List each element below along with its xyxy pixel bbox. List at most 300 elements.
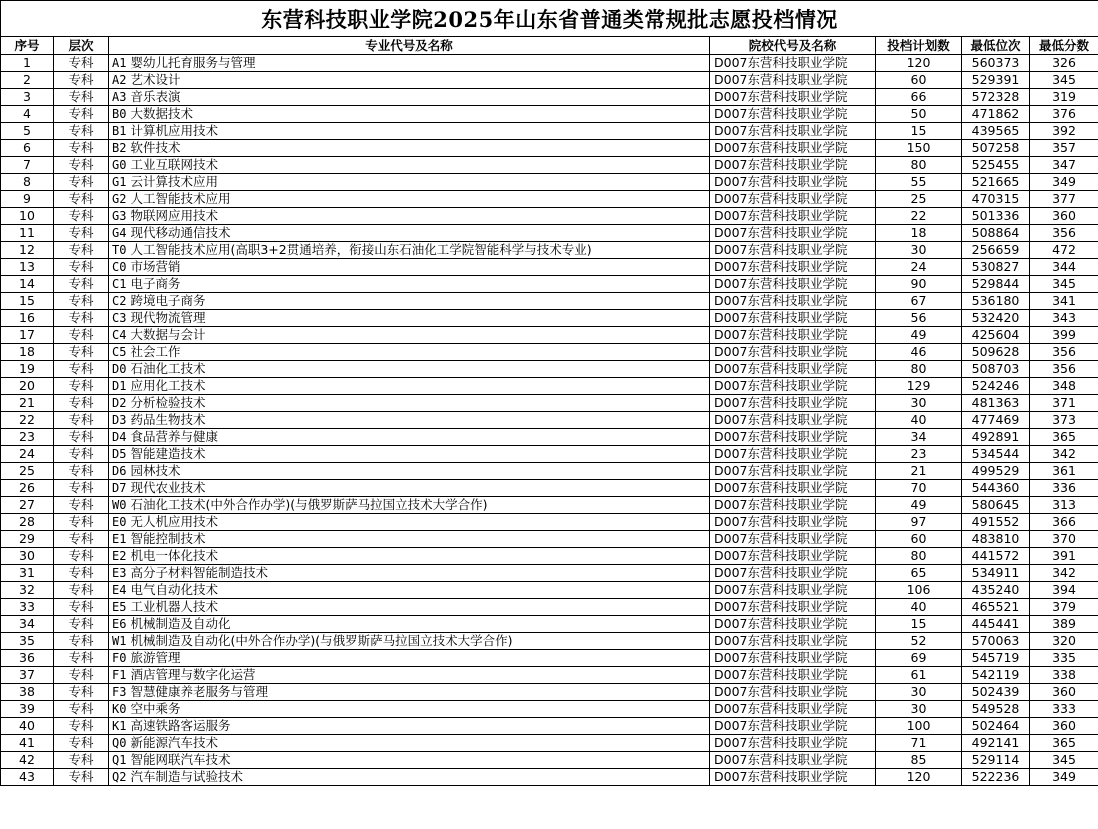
table-row xyxy=(1,684,1098,701)
row-score: 313 xyxy=(1030,497,1098,514)
row-major xyxy=(109,174,710,191)
row-level: 专科 xyxy=(54,412,109,429)
row-school: D007东营科技职业学院 xyxy=(710,616,876,633)
row-score: 344 xyxy=(1030,259,1098,276)
row-school: D007东营科技职业学院 xyxy=(710,497,876,514)
row-level: 专科 xyxy=(54,582,109,599)
row-number: 31 xyxy=(1,565,54,582)
row-school: D007东营科技职业学院 xyxy=(710,55,876,72)
row-school: D007东营科技职业学院 xyxy=(710,548,876,565)
row-level: 专科 xyxy=(54,123,109,140)
row-plan: 70 xyxy=(876,480,962,497)
row-major xyxy=(109,633,710,650)
major-code: D2 xyxy=(112,396,127,410)
row-number: 19 xyxy=(1,361,54,378)
row-school: D007东营科技职业学院 xyxy=(710,293,876,310)
row-number: 30 xyxy=(1,548,54,565)
major-code: E3 xyxy=(112,566,127,580)
row-score: 371 xyxy=(1030,395,1098,412)
table-row xyxy=(1,446,1098,463)
row-score: 348 xyxy=(1030,378,1098,395)
major-code: E5 xyxy=(112,600,127,614)
header-plan: 投档计划数 xyxy=(876,37,962,55)
major-name: 分析检验技术 xyxy=(130,395,206,410)
major-name: 空中乘务 xyxy=(130,701,181,716)
row-rank: 439565 xyxy=(962,123,1030,140)
major-name: 石油化工技术(中外合作办学)(与俄罗斯萨马拉国立技术大学合作) xyxy=(130,497,488,512)
table-row xyxy=(1,327,1098,344)
row-level: 专科 xyxy=(54,208,109,225)
row-plan: 71 xyxy=(876,735,962,752)
row-school: D007东营科技职业学院 xyxy=(710,344,876,361)
major-code: B2 xyxy=(112,141,127,155)
table-row xyxy=(1,463,1098,480)
table-row xyxy=(1,89,1098,106)
row-plan: 80 xyxy=(876,548,962,565)
row-number: 16 xyxy=(1,310,54,327)
table-row xyxy=(1,242,1098,259)
row-number: 10 xyxy=(1,208,54,225)
row-level: 专科 xyxy=(54,446,109,463)
major-name: 工业机器人技术 xyxy=(130,599,218,614)
row-plan: 34 xyxy=(876,429,962,446)
header-rank: 最低位次 xyxy=(962,37,1030,55)
major-name: 人工智能技术应用 xyxy=(130,191,231,206)
row-number: 3 xyxy=(1,89,54,106)
row-rank: 465521 xyxy=(962,599,1030,616)
row-plan: 50 xyxy=(876,106,962,123)
major-name: 智慧健康养老服务与管理 xyxy=(130,684,268,699)
table-row xyxy=(1,55,1098,72)
row-number: 38 xyxy=(1,684,54,701)
row-plan: 18 xyxy=(876,225,962,242)
row-number: 20 xyxy=(1,378,54,395)
row-rank: 572328 xyxy=(962,89,1030,106)
table-row xyxy=(1,395,1098,412)
major-code: E1 xyxy=(112,532,127,546)
table-row xyxy=(1,718,1098,735)
row-level: 专科 xyxy=(54,752,109,769)
major-name: 旅游管理 xyxy=(130,650,181,665)
row-school: D007东营科技职业学院 xyxy=(710,242,876,259)
row-plan: 21 xyxy=(876,463,962,480)
row-school: D007东营科技职业学院 xyxy=(710,769,876,786)
major-name: 跨境电子商务 xyxy=(130,293,206,308)
major-code: C2 xyxy=(112,294,127,308)
row-score: 365 xyxy=(1030,429,1098,446)
table-row xyxy=(1,293,1098,310)
major-name: 应用化工技术 xyxy=(130,378,206,393)
row-level: 专科 xyxy=(54,72,109,89)
row-major xyxy=(109,769,710,786)
row-number: 15 xyxy=(1,293,54,310)
row-plan: 100 xyxy=(876,718,962,735)
row-major xyxy=(109,752,710,769)
row-number: 39 xyxy=(1,701,54,718)
table-row xyxy=(1,140,1098,157)
row-school: D007东营科技职业学院 xyxy=(710,327,876,344)
row-number: 40 xyxy=(1,718,54,735)
row-rank: 530827 xyxy=(962,259,1030,276)
row-school: D007东营科技职业学院 xyxy=(710,89,876,106)
table-row xyxy=(1,650,1098,667)
row-school: D007东营科技职业学院 xyxy=(710,157,876,174)
major-name: 社会工作 xyxy=(130,344,181,359)
row-school: D007东营科技职业学院 xyxy=(710,310,876,327)
row-school: D007东营科技职业学院 xyxy=(710,225,876,242)
major-code: D6 xyxy=(112,464,127,478)
major-name: 新能源汽车技术 xyxy=(130,735,218,750)
row-rank: 441572 xyxy=(962,548,1030,565)
row-school: D007东营科技职业学院 xyxy=(710,565,876,582)
row-number: 11 xyxy=(1,225,54,242)
row-rank: 532420 xyxy=(962,310,1030,327)
row-rank: 509628 xyxy=(962,344,1030,361)
major-code: B0 xyxy=(112,107,127,121)
row-plan: 40 xyxy=(876,412,962,429)
row-level: 专科 xyxy=(54,718,109,735)
row-plan: 25 xyxy=(876,191,962,208)
row-rank: 483810 xyxy=(962,531,1030,548)
row-rank: 477469 xyxy=(962,412,1030,429)
row-school: D007东营科技职业学院 xyxy=(710,72,876,89)
table-row xyxy=(1,191,1098,208)
row-plan: 52 xyxy=(876,633,962,650)
row-major xyxy=(109,531,710,548)
row-plan: 97 xyxy=(876,514,962,531)
row-school: D007东营科技职业学院 xyxy=(710,582,876,599)
row-school: D007东营科技职业学院 xyxy=(710,463,876,480)
row-plan: 90 xyxy=(876,276,962,293)
row-plan: 24 xyxy=(876,259,962,276)
row-plan: 40 xyxy=(876,599,962,616)
row-school: D007东营科技职业学院 xyxy=(710,140,876,157)
major-name: 艺术设计 xyxy=(130,72,181,87)
row-plan: 106 xyxy=(876,582,962,599)
header-no: 序号 xyxy=(1,37,54,55)
row-plan: 65 xyxy=(876,565,962,582)
row-level: 专科 xyxy=(54,684,109,701)
row-level: 专科 xyxy=(54,140,109,157)
row-level: 专科 xyxy=(54,497,109,514)
row-number: 17 xyxy=(1,327,54,344)
major-name: 物联网应用技术 xyxy=(130,208,218,223)
row-plan: 56 xyxy=(876,310,962,327)
row-number: 28 xyxy=(1,514,54,531)
table-row xyxy=(1,735,1098,752)
row-major xyxy=(109,140,710,157)
row-rank: 508864 xyxy=(962,225,1030,242)
major-name: 大数据与会计 xyxy=(130,327,206,342)
row-level: 专科 xyxy=(54,650,109,667)
table-row xyxy=(1,531,1098,548)
row-score: 335 xyxy=(1030,650,1098,667)
table-row xyxy=(1,378,1098,395)
row-level: 专科 xyxy=(54,157,109,174)
row-rank: 525455 xyxy=(962,157,1030,174)
row-score: 394 xyxy=(1030,582,1098,599)
row-level: 专科 xyxy=(54,259,109,276)
major-code: D5 xyxy=(112,447,127,461)
row-school: D007东营科技职业学院 xyxy=(710,191,876,208)
table-row xyxy=(1,174,1098,191)
row-rank: 534911 xyxy=(962,565,1030,582)
row-major xyxy=(109,582,710,599)
major-code: E4 xyxy=(112,583,127,597)
table-row xyxy=(1,259,1098,276)
row-rank: 470315 xyxy=(962,191,1030,208)
row-major xyxy=(109,208,710,225)
row-score: 345 xyxy=(1030,72,1098,89)
admission-table xyxy=(0,36,1098,786)
row-score: 399 xyxy=(1030,327,1098,344)
row-major xyxy=(109,106,710,123)
row-major xyxy=(109,72,710,89)
major-name: 电子商务 xyxy=(130,276,181,291)
major-name: 高速铁路客运服务 xyxy=(130,718,231,733)
row-level: 专科 xyxy=(54,191,109,208)
row-major xyxy=(109,89,710,106)
major-code: D4 xyxy=(112,430,127,444)
sheet-title: 东营科技职业学院2025年山东省普通类常规批志愿投档情况 xyxy=(0,0,1098,37)
table-row xyxy=(1,769,1098,786)
row-number: 41 xyxy=(1,735,54,752)
row-score: 373 xyxy=(1030,412,1098,429)
row-score: 357 xyxy=(1030,140,1098,157)
table-row xyxy=(1,616,1098,633)
row-level: 专科 xyxy=(54,599,109,616)
row-school: D007东营科技职业学院 xyxy=(710,667,876,684)
row-number: 42 xyxy=(1,752,54,769)
row-score: 360 xyxy=(1030,208,1098,225)
row-score: 389 xyxy=(1030,616,1098,633)
row-major xyxy=(109,463,710,480)
row-major xyxy=(109,480,710,497)
header-level: 层次 xyxy=(54,37,109,55)
row-rank: 502439 xyxy=(962,684,1030,701)
row-number: 23 xyxy=(1,429,54,446)
row-plan: 66 xyxy=(876,89,962,106)
row-school: D007东营科技职业学院 xyxy=(710,718,876,735)
major-code: W0 xyxy=(112,498,127,512)
row-rank: 425604 xyxy=(962,327,1030,344)
row-school: D007东营科技职业学院 xyxy=(710,514,876,531)
major-name: 机电一体化技术 xyxy=(130,548,218,563)
row-rank: 502464 xyxy=(962,718,1030,735)
row-score: 336 xyxy=(1030,480,1098,497)
row-plan: 60 xyxy=(876,72,962,89)
table-row xyxy=(1,208,1098,225)
table-row xyxy=(1,599,1098,616)
row-plan: 30 xyxy=(876,701,962,718)
major-name: 现代移动通信技术 xyxy=(130,225,231,240)
row-major xyxy=(109,242,710,259)
row-rank: 524246 xyxy=(962,378,1030,395)
row-level: 专科 xyxy=(54,395,109,412)
row-level: 专科 xyxy=(54,548,109,565)
row-level: 专科 xyxy=(54,293,109,310)
row-school: D007东营科技职业学院 xyxy=(710,599,876,616)
row-number: 14 xyxy=(1,276,54,293)
major-code: A1 xyxy=(112,56,127,70)
row-school: D007东营科技职业学院 xyxy=(710,412,876,429)
row-plan: 49 xyxy=(876,497,962,514)
major-name: 汽车制造与试验技术 xyxy=(130,769,243,784)
table-row xyxy=(1,72,1098,89)
row-major xyxy=(109,293,710,310)
row-school: D007东营科技职业学院 xyxy=(710,174,876,191)
row-number: 24 xyxy=(1,446,54,463)
header-score: 最低分数 xyxy=(1030,37,1098,55)
major-code: G4 xyxy=(112,226,127,240)
row-score: 345 xyxy=(1030,276,1098,293)
row-score: 333 xyxy=(1030,701,1098,718)
major-name: 现代物流管理 xyxy=(130,310,206,325)
row-school: D007东营科技职业学院 xyxy=(710,701,876,718)
major-code: F3 xyxy=(112,685,127,699)
table-row xyxy=(1,514,1098,531)
row-score: 356 xyxy=(1030,344,1098,361)
major-code: D0 xyxy=(112,362,127,376)
row-rank: 521665 xyxy=(962,174,1030,191)
row-number: 12 xyxy=(1,242,54,259)
row-plan: 129 xyxy=(876,378,962,395)
row-level: 专科 xyxy=(54,701,109,718)
row-rank: 529844 xyxy=(962,276,1030,293)
row-number: 36 xyxy=(1,650,54,667)
table-row xyxy=(1,582,1098,599)
row-number: 6 xyxy=(1,140,54,157)
row-number: 9 xyxy=(1,191,54,208)
row-plan: 120 xyxy=(876,55,962,72)
row-rank: 545719 xyxy=(962,650,1030,667)
row-rank: 522236 xyxy=(962,769,1030,786)
row-rank: 536180 xyxy=(962,293,1030,310)
row-level: 专科 xyxy=(54,633,109,650)
major-code: G3 xyxy=(112,209,127,223)
row-rank: 492141 xyxy=(962,735,1030,752)
row-major xyxy=(109,225,710,242)
row-rank: 492891 xyxy=(962,429,1030,446)
row-major xyxy=(109,446,710,463)
major-code: D3 xyxy=(112,413,127,427)
row-rank: 256659 xyxy=(962,242,1030,259)
row-level: 专科 xyxy=(54,735,109,752)
major-code: A2 xyxy=(112,73,127,87)
table-row xyxy=(1,667,1098,684)
row-number: 22 xyxy=(1,412,54,429)
table-row xyxy=(1,225,1098,242)
major-code: K0 xyxy=(112,702,127,716)
row-level: 专科 xyxy=(54,480,109,497)
table-row xyxy=(1,565,1098,582)
major-name: 智能控制技术 xyxy=(130,531,206,546)
row-plan: 30 xyxy=(876,395,962,412)
row-rank: 481363 xyxy=(962,395,1030,412)
row-rank: 570063 xyxy=(962,633,1030,650)
row-score: 319 xyxy=(1030,89,1098,106)
row-plan: 55 xyxy=(876,174,962,191)
row-score: 366 xyxy=(1030,514,1098,531)
row-rank: 471862 xyxy=(962,106,1030,123)
row-plan: 85 xyxy=(876,752,962,769)
row-major xyxy=(109,667,710,684)
row-level: 专科 xyxy=(54,667,109,684)
row-school: D007东营科技职业学院 xyxy=(710,123,876,140)
row-rank: 445441 xyxy=(962,616,1030,633)
row-score: 347 xyxy=(1030,157,1098,174)
row-plan: 30 xyxy=(876,242,962,259)
major-name: 市场营销 xyxy=(130,259,181,274)
row-school: D007东营科技职业学院 xyxy=(710,735,876,752)
table-row xyxy=(1,106,1098,123)
major-code: B1 xyxy=(112,124,127,138)
header-school: 院校代号及名称 xyxy=(710,37,876,55)
major-name: 石油化工技术 xyxy=(130,361,206,376)
table-row xyxy=(1,361,1098,378)
row-plan: 150 xyxy=(876,140,962,157)
row-number: 34 xyxy=(1,616,54,633)
major-name: 音乐表演 xyxy=(130,89,181,104)
table-row xyxy=(1,633,1098,650)
row-major xyxy=(109,55,710,72)
row-rank: 529114 xyxy=(962,752,1030,769)
row-plan: 15 xyxy=(876,616,962,633)
major-code: Q2 xyxy=(112,770,127,784)
row-major xyxy=(109,650,710,667)
row-school: D007东营科技职业学院 xyxy=(710,429,876,446)
row-level: 专科 xyxy=(54,463,109,480)
major-name: 食品营养与健康 xyxy=(130,429,218,444)
row-major xyxy=(109,718,710,735)
row-number: 8 xyxy=(1,174,54,191)
row-score: 379 xyxy=(1030,599,1098,616)
row-plan: 22 xyxy=(876,208,962,225)
row-school: D007东营科技职业学院 xyxy=(710,378,876,395)
major-name: 园林技术 xyxy=(130,463,181,478)
major-code: G1 xyxy=(112,175,127,189)
row-major xyxy=(109,378,710,395)
major-code: K1 xyxy=(112,719,127,733)
row-plan: 61 xyxy=(876,667,962,684)
major-name: 电气自动化技术 xyxy=(130,582,218,597)
row-major xyxy=(109,412,710,429)
major-code: D7 xyxy=(112,481,127,495)
major-name: 高分子材料智能制造技术 xyxy=(130,565,268,580)
row-school: D007东营科技职业学院 xyxy=(710,480,876,497)
row-school: D007东营科技职业学院 xyxy=(710,633,876,650)
row-major xyxy=(109,310,710,327)
major-code: G0 xyxy=(112,158,127,172)
row-score: 342 xyxy=(1030,565,1098,582)
major-name: 人工智能技术应用(高职3+2贯通培养，衔接山东石油化工学院智能科学与技术专业) xyxy=(130,242,592,257)
row-school: D007东营科技职业学院 xyxy=(710,361,876,378)
row-major xyxy=(109,565,710,582)
row-major xyxy=(109,599,710,616)
row-rank: 499529 xyxy=(962,463,1030,480)
major-name: 大数据技术 xyxy=(130,106,193,121)
row-score: 365 xyxy=(1030,735,1098,752)
row-score: 472 xyxy=(1030,242,1098,259)
row-score: 341 xyxy=(1030,293,1098,310)
row-score: 349 xyxy=(1030,769,1098,786)
major-code: G2 xyxy=(112,192,127,206)
row-level: 专科 xyxy=(54,174,109,191)
table-row xyxy=(1,123,1098,140)
row-major xyxy=(109,157,710,174)
row-level: 专科 xyxy=(54,310,109,327)
table-row xyxy=(1,701,1098,718)
